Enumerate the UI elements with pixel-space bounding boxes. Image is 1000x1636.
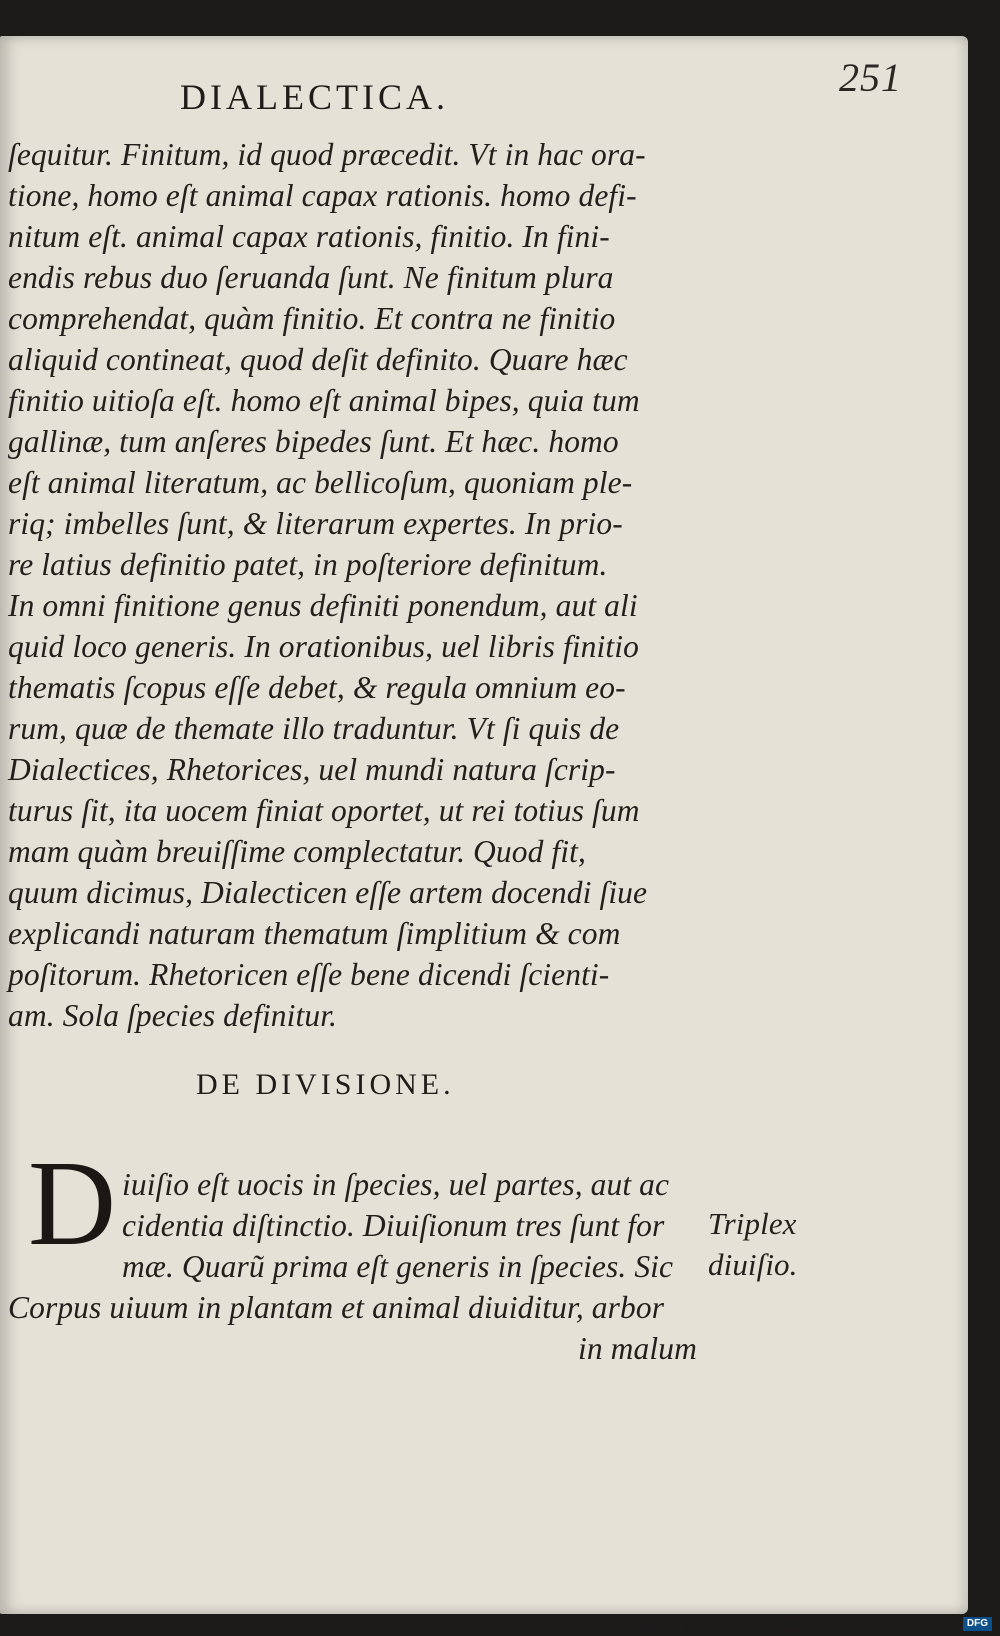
text-line: quum dicimus, Dialecticen eſſe artem docendi ſiue bbox=[8, 875, 648, 910]
text-line: riq; imbelles ſunt, & literarum expertes. In prio- bbox=[8, 506, 623, 541]
text-line: poſitorum. Rhetoricen eſſe bene dicendi ſcienti- bbox=[8, 957, 610, 992]
text-line: gallinæ, tum anſeres bipedes ſunt. Et hæc. homo bbox=[8, 424, 619, 459]
text-line: cidentia diſtinctio. Diuiſionum tres ſunt for bbox=[122, 1208, 665, 1243]
section-heading: DE DIVISIONE. bbox=[196, 1068, 455, 1101]
text-line: in malum bbox=[578, 1331, 697, 1366]
text-line: iuiſio eſt uocis in ſpecies, uel partes, aut ac bbox=[122, 1167, 670, 1202]
text-line: mam quàm breuiſſime complectatur. Quod fit, bbox=[8, 834, 586, 869]
text-line: tione, homo eſt animal capax rationis. homo defi- bbox=[8, 178, 637, 213]
text-line: ſequitur. Finitum, id quod præcedit. Vt in hac ora- bbox=[8, 137, 646, 172]
text-line: Corpus uiuum in plantam et animal diuiditur, arbor bbox=[8, 1290, 665, 1325]
margin-note bbox=[708, 1203, 848, 1285]
text-line: endis rebus duo ſeruanda ſunt. Ne finitum plura bbox=[8, 260, 614, 295]
dfg-logo-icon: DFG bbox=[963, 1617, 992, 1631]
text-line: Dialectices, Rhetorices, uel mundi natura ſcrip- bbox=[8, 752, 616, 787]
text-line: In omni finitione genus definiti ponendum, aut ali bbox=[8, 588, 638, 623]
text-line: rum, quæ de themate illo traduntur. Vt ſi quis de bbox=[8, 711, 620, 746]
text-line: explicandi naturam thematum ſimplitium & com bbox=[8, 916, 621, 951]
body-text bbox=[8, 134, 698, 1036]
text-line: mæ. Quarũ prima eſt generis in ſpecies. Sic bbox=[122, 1249, 674, 1284]
running-head: DIALECTICA. bbox=[180, 77, 449, 117]
text-line: re latius definitio patet, in poſteriore definitum. bbox=[8, 547, 608, 582]
division-text bbox=[8, 1164, 698, 1369]
digitization-footer bbox=[610, 1614, 992, 1634]
text-line: thematis ſcopus eſſe debet, & regula omnium eo- bbox=[8, 670, 626, 705]
footer-credit: Digitalisierung gefördert durch die Deutsche Forschungsgemeinschaft - bbox=[610, 1618, 957, 1630]
text-line: turus ſit, ita uocem finiat oportet, ut rei totius ſum bbox=[8, 793, 640, 828]
text-line: comprehendat, quàm finitio. Et contra ne finitio bbox=[8, 301, 616, 336]
margin-note-line: diuiſio. bbox=[708, 1247, 798, 1282]
text-line: am. Sola ſpecies definitur. bbox=[8, 998, 338, 1033]
text-line: quid loco generis. In orationibus, uel libris finitio bbox=[8, 629, 639, 664]
drop-cap: D bbox=[28, 1136, 117, 1271]
margin-note-line: Triplex bbox=[708, 1206, 797, 1241]
text-line: aliquid contineat, quod deſit definito. Quare hæc bbox=[8, 342, 628, 377]
book-page bbox=[0, 36, 968, 1614]
text-line: finitio uitioſa eſt. homo eſt animal bipes, quia tum bbox=[8, 383, 640, 418]
page-number: 251 bbox=[839, 55, 902, 100]
text-line: eſt animal literatum, ac bellicoſum, quoniam ple- bbox=[8, 465, 633, 500]
text-line: nitum eſt. animal capax rationis, finitio. In fini- bbox=[8, 219, 610, 254]
